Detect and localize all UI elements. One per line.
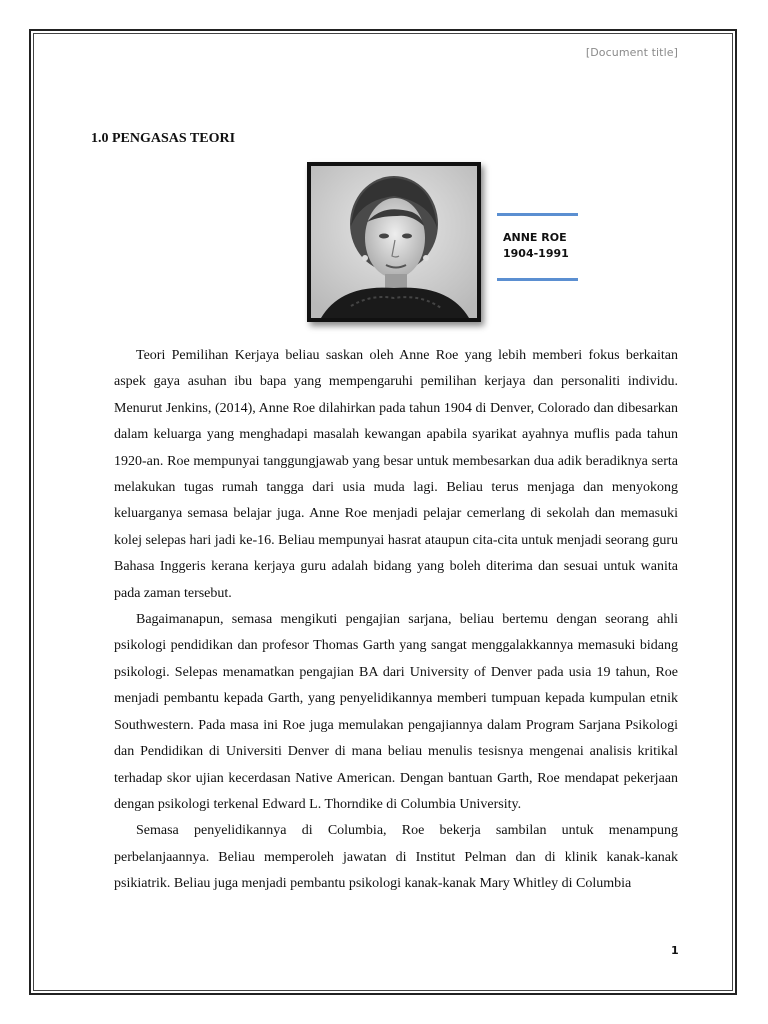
caption-rule-top xyxy=(497,213,578,216)
body-paragraph: Teori Pemilihan Kerjaya beliau saskan oleh Anne Roe yang lebih memberi fokus berkaitan aspek gaya asuhan ibu bapa yang mempengaruhi pemilihan kerjaya dan personaliti individu. Menurut Jenkins, (2014), Anne Roe dilahirkan pada tahun 1904 di Denver, Colorado dan dibesarkan dalam keluarga yang menghadapi masalah kewangan apabila syarikat ayahnya muflis pada tahun 1920-an. Roe mempunyai tanggungjawab yang besar untuk membesarkan dua adik beradiknya serta melakukan tugas rumah tangga dari usia muda lagi. Beliau terus menjaga dan menyokong keluarganya semasa belajar juga. Anne Roe menjadi pelajar cemerlang di sekolah dan memasuki kolej selepas hari jadi ke-16. Beliau mempunyai hasrat ataupun cita-cita untuk menjadi seorang guru Bahasa Inggeris kerana kerjaya guru adalah bidang yang boleh diterima dan sesuai untuk wanita pada zaman tersebut. xyxy=(114,348,678,601)
caption-name: ANNE ROE xyxy=(503,231,567,244)
caption-text xyxy=(503,230,569,262)
document-title: [Document title] xyxy=(585,46,678,59)
section-heading: 1.0 PENGASAS TEORI xyxy=(91,131,236,146)
body-text xyxy=(114,343,678,898)
body-paragraph: Bagaimanapun, semasa mengikuti pengajian sarjana, beliau bertemu dengan seorang ahli psikologi pendidikan dan profesor Thomas Garth yang sangat menggalakkannya memasuki bidang psikologi. Selepas menamatkan pengajian BA dari University of Denver pada usia 19 tahun, Roe menjadi pembantu kepada Garth, yang penyelidikannya memberi tumpuan kepada kumpulan etnik Southwestern. Pada masa ini Roe juga memulakan pengajiannya dalam Program Sarjana Psikologi dan Pendidikan di Universiti Denver di mana beliau menulis tesisnya mengenai analisis kritikal terhadap skor ujian kecerdasan Native American. Dengan bantuan Garth, Roe mendapat pekerjaan dengan psikologi terkenal Edward L. Thorndike di Columbia University. xyxy=(114,612,678,812)
body-paragraph: Semasa penyelidikannya di Columbia, Roe bekerja sambilan untuk menampung perbelanjaannya. Beliau memperoleh jawatan di Institut Pelman dan di klinik kanak-kanak psikiatrik. Beliau juga menjadi pembantu psikologi kanak-kanak Mary Whitley di Columbia xyxy=(114,823,678,892)
caption-years: 1904-1991 xyxy=(503,247,569,260)
page-number: 1 xyxy=(671,944,679,957)
caption-rule-bottom xyxy=(497,278,578,281)
portrait-photo xyxy=(311,166,477,318)
portrait-caption xyxy=(497,213,578,281)
portrait-image xyxy=(307,162,481,322)
